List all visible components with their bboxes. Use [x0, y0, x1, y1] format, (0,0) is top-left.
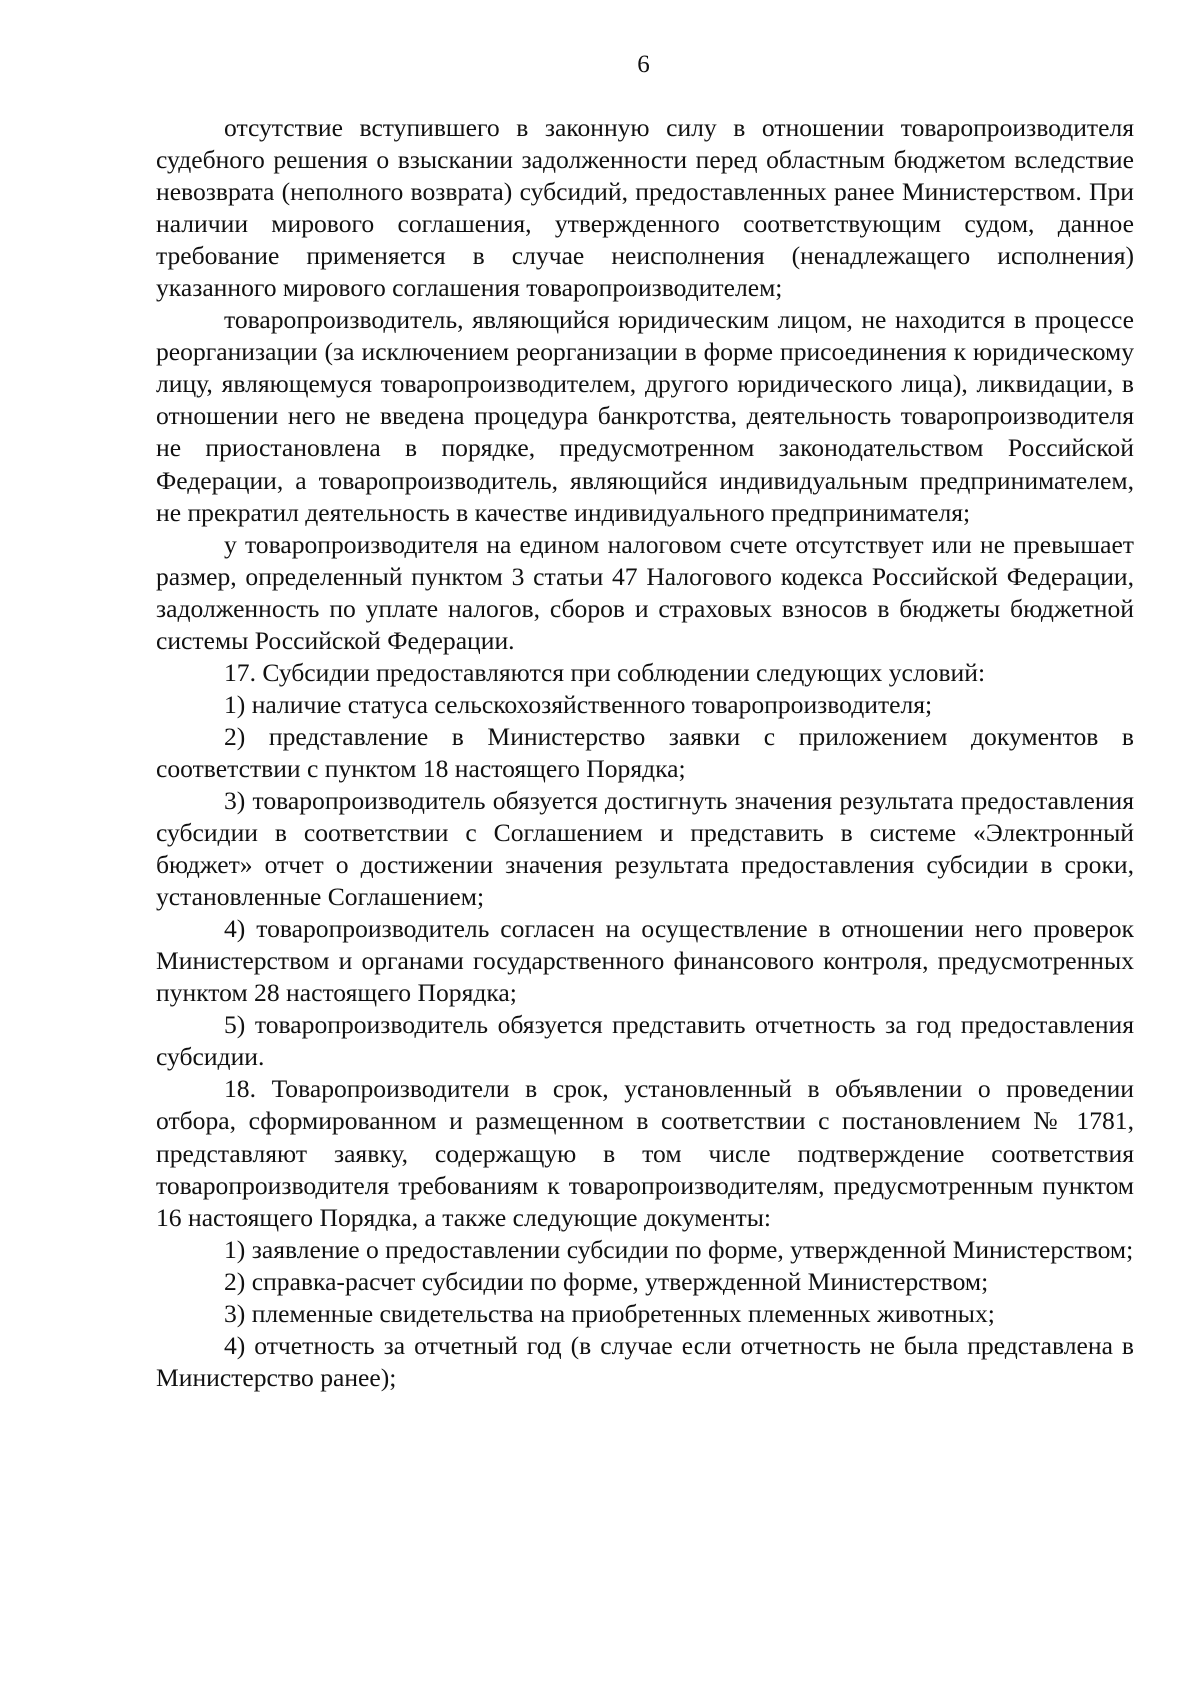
paragraph-no-reorganization: товаропроизводитель, являющийся юридическим лицом, не находится в процессе реорганизации (за исключением реорганизации в форме присоединения к юридическому лицу, являющемуся товаропроизводителем, другого юридического лица), ликвидации, в отношении него не введена процедура банкротства, деятельность товаропроизводителя не приостановлена в порядке, предусмотренном законодательством Российской Федерации, а товаропроизводитель, являющийся индивидуальным предпринимателем, не прекратил деятельность в качестве индивидуального предпринимателя; — [156, 305, 1134, 527]
clause-17-item-1: 1) наличие статуса сельскохозяйственного товаропроизводителя; — [224, 689, 933, 719]
document-body — [156, 112, 1134, 1394]
clause-17-item-2: 2) представление в Министерство заявки с приложением документов в соответствии с пунктом 18 настоящего Порядка; — [156, 721, 1134, 783]
clause-17-item-4: 4) товаропроизводитель согласен на осуществление в отношении него проверок Министерством и органами государственного финансового контроля, предусмотренных пунктом 28 настоящего Порядка; — [156, 914, 1134, 1008]
clause-18-heading: 18. Товаропроизводители в срок, установленный в объявлении о проведении отбора, сформированном и размещенном в соответствии с постановлением № 1781, представляют заявку, содержащую в том числе подтверждение соответствия товаропроизводителя требованиям к товаропроизводителям, предусмотренным пунктом 16 настоящего Порядка, а также следующие документы: — [156, 1074, 1134, 1232]
clause-18-item-2: 2) справка-расчет субсидии по форме, утвержденной Министерством; — [224, 1266, 989, 1296]
page-number: 6 — [637, 51, 650, 78]
clause-18-item-3: 3) племенные свидетельства на приобретенных племенных животных; — [224, 1298, 995, 1328]
clause-17-item-5: 5) товаропроизводитель обязуется представить отчетность за год предоставления субсидии. — [156, 1010, 1134, 1072]
clause-18-item-1: 1) заявление о предоставлении субсидии по форме, утвержденной Министерством; — [224, 1234, 1134, 1264]
clause-17-item-3: 3) товаропроизводитель обязуется достигнуть значения результата предоставления субсидии в соответствии с Соглашением и представить в системе «Электронный бюджет» отчет о достижении значения результата предоставления субсидии в сроки, установленные Соглашением; — [156, 785, 1134, 912]
clause-18-item-4: 4) отчетность за отчетный год (в случае если отчетность не была представлена в Министерство ранее); — [156, 1330, 1134, 1392]
paragraph-no-debt-court-decision: отсутствие вступившего в законную силу в отношении товаропроизводителя судебного решения о взыскании задолженности перед областным бюджетом вследствие невозврата (неполного возврата) субсидий, предоставленных ранее Министерством. При наличии мирового соглашения, утвержденного соответствующим судом, данное требование применяется в случае неисполнения (ненадлежащего исполнения) указанного мирового соглашения товаропроизводителем; — [156, 113, 1134, 303]
paragraph-tax-debt: у товаропроизводителя на едином налоговом счете отсутствует или не превышает размер, определенный пунктом 3 статьи 47 Налогового кодекса Российской Федерации, задолженность по уплате налогов, сборов и страховых взносов в бюджеты бюджетной системы Российской Федерации. — [156, 529, 1134, 655]
clause-17-heading: 17. Субсидии предоставляются при соблюдении следующих условий: — [224, 657, 986, 687]
